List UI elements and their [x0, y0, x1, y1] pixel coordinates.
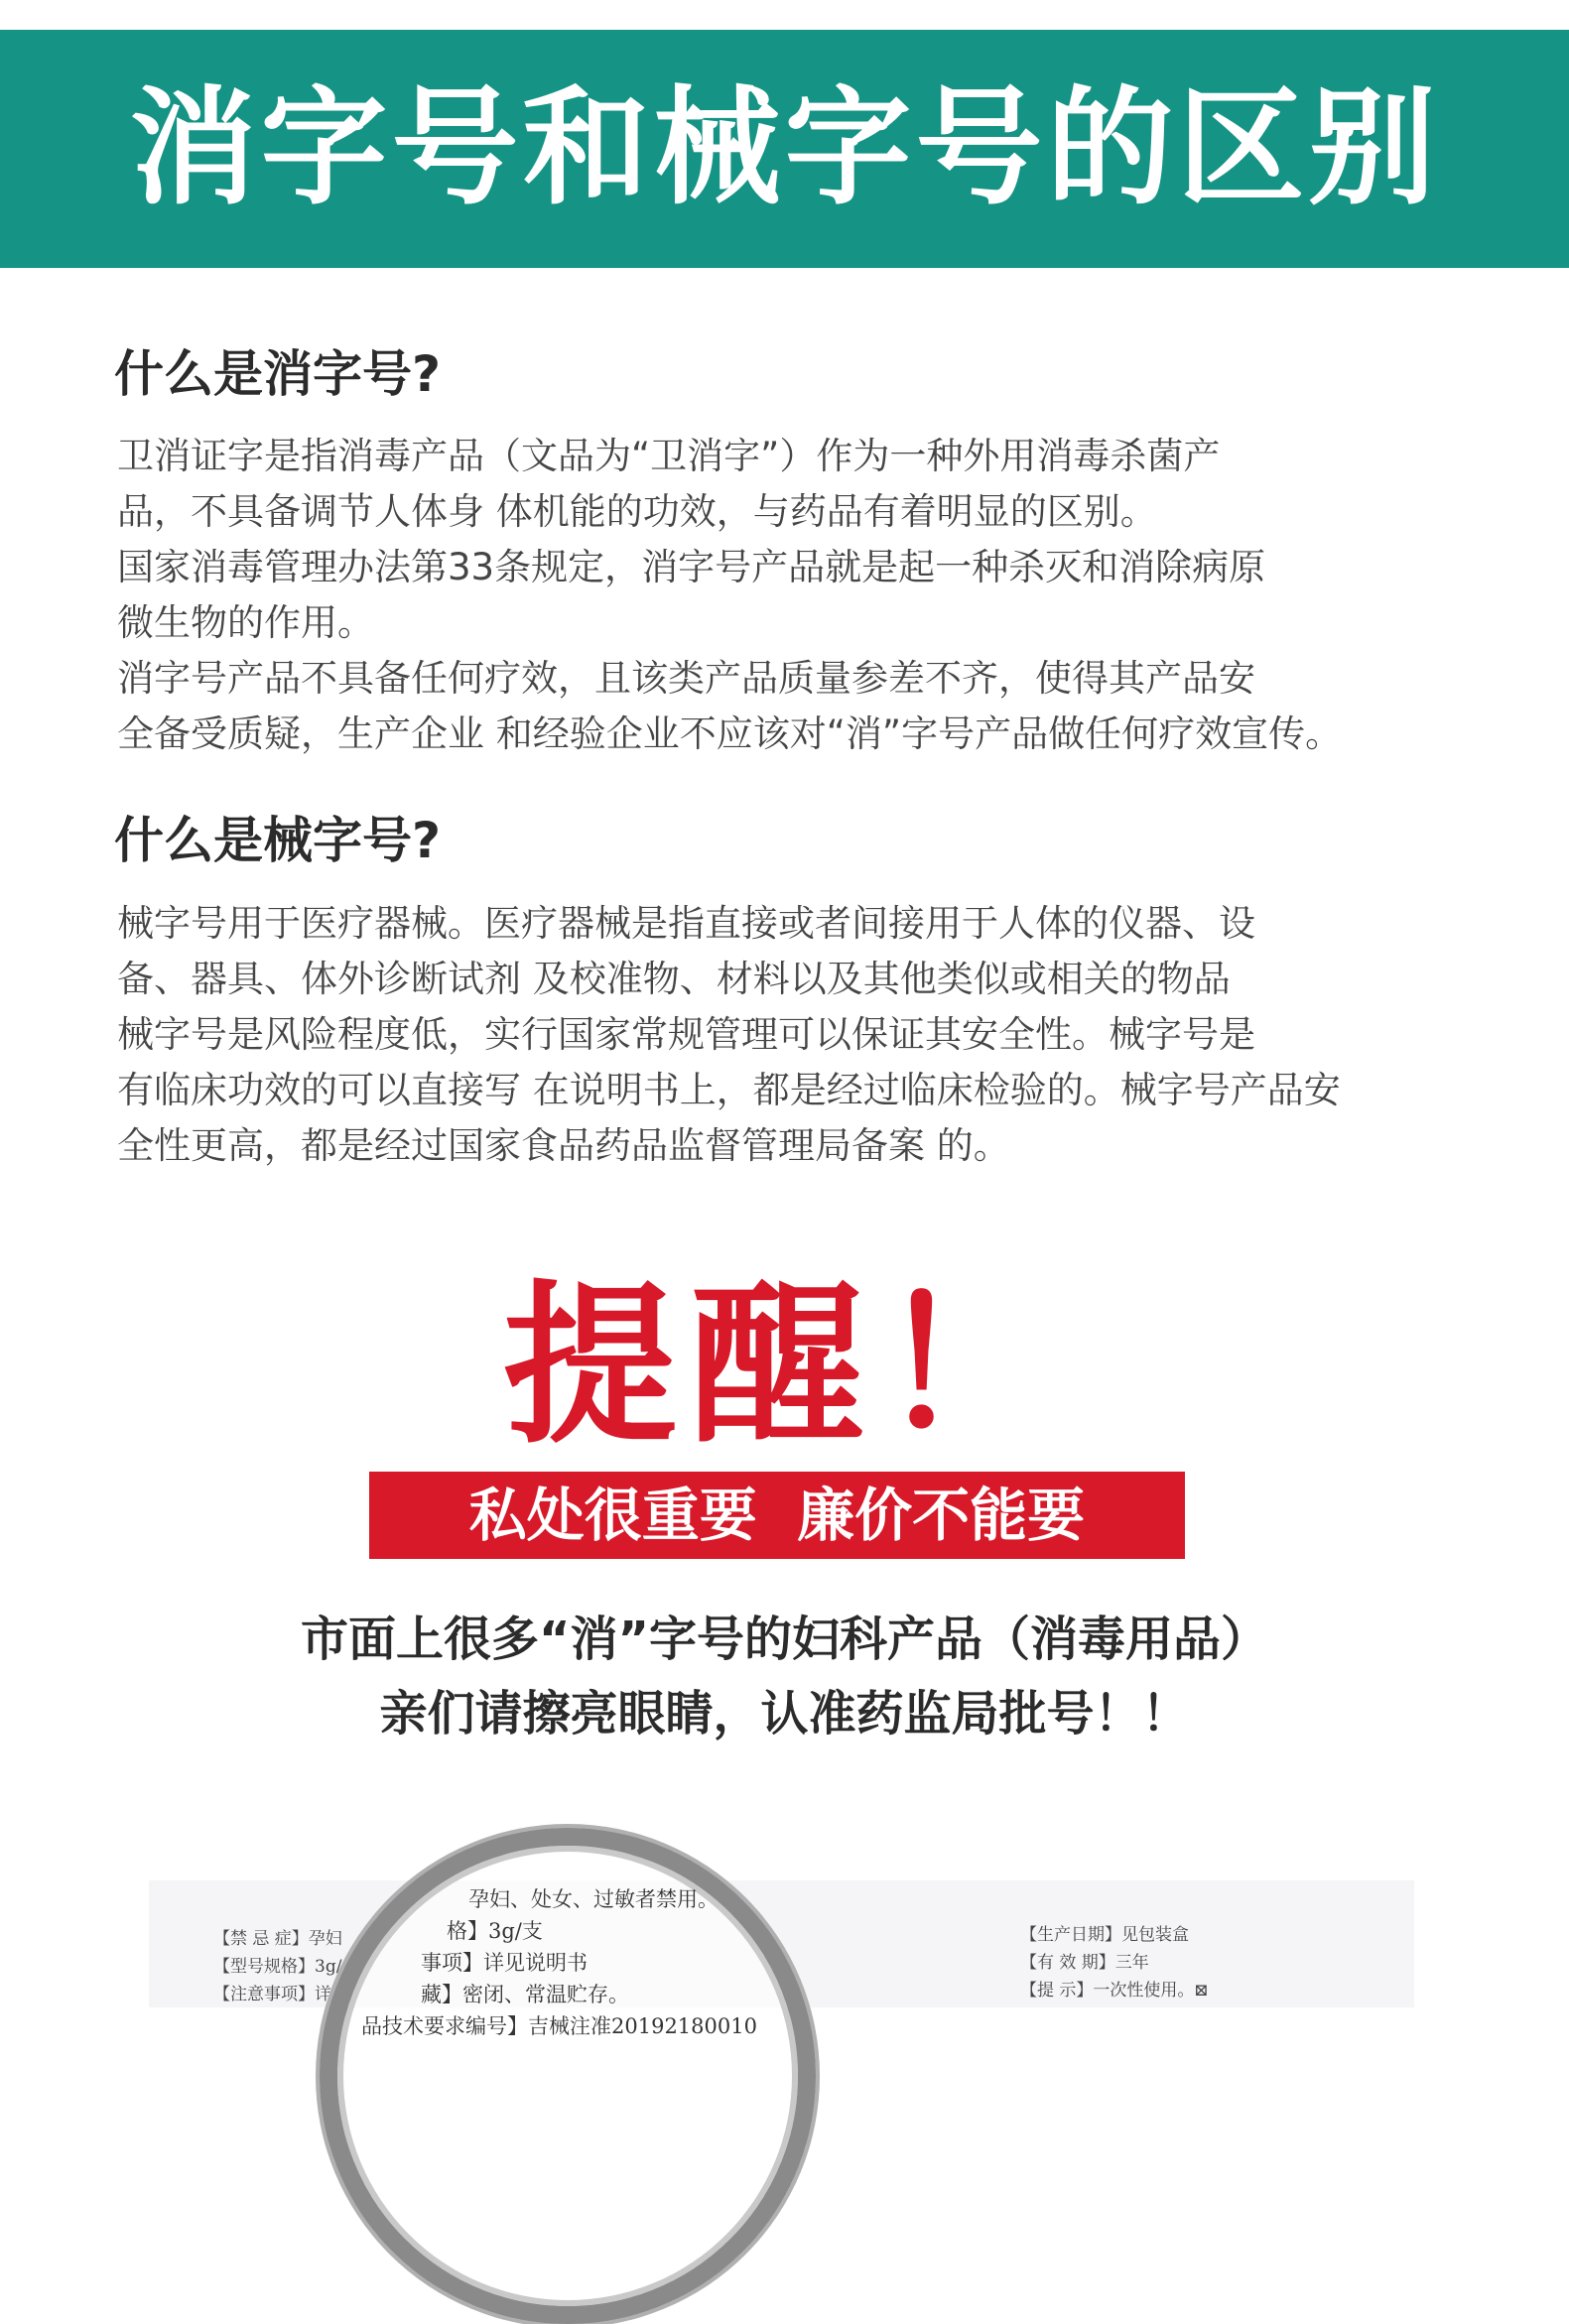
slogan-bar: [369, 1472, 1185, 1559]
label-line: 【有 效 期】三年: [1020, 1953, 1149, 1973]
magnified-line: 孕妇、处女、过敏者禁用。: [468, 1887, 719, 1911]
title-banner: [0, 30, 1569, 268]
magnified-line: 格】3g/支: [447, 1919, 543, 1943]
label-line: 【型号规格】3g/: [213, 1957, 342, 1977]
label-line: 【注意事项】详: [213, 1985, 331, 2004]
paragraph-line: 械字号用于医疗器械。医疗器械是指直接或者间接用于人体的仪器、设: [117, 902, 1255, 945]
slogan-text: 私处很重要 廉价不能要: [468, 1482, 1086, 1549]
notice-line-1: 市面上很多“消”字号的妇科产品（消毒用品）: [300, 1612, 1269, 1667]
magnified-line: 品技术要求编号】吉械注准20192180010: [361, 2014, 757, 2038]
magnifier-lens: [320, 1828, 816, 2324]
paragraph-line: 械字号是风险程度低，实行国家常规管理可以保证其安全性。械字号是: [117, 1013, 1255, 1056]
notice-line-2: 亲们请擦亮眼睛，认准药监局批号！！: [379, 1686, 1190, 1742]
paragraph-line: 有临床功效的可以直接写 在说明书上，都是经过临床检验的。械字号产品安: [117, 1069, 1341, 1111]
paragraph-line: 全备受质疑，生产企业 和经验企业不应该对“消”字号产品做任何疗效宣传。: [117, 712, 1343, 755]
label-line: 【生产日期】见包装盒: [1020, 1925, 1189, 1945]
section-heading-device: 什么是械字号?: [114, 812, 442, 869]
label-line: 【禁 忌 症】孕妇: [213, 1929, 342, 1949]
section-body-device: [117, 896, 1467, 1174]
reminder-title: 提醒！: [503, 1266, 1066, 1468]
paragraph-line: 消字号产品不具备任何疗效，且该类产品质量参差不齐，使得其产品安: [117, 657, 1255, 700]
magnified-line: 藏】密闭、常温贮存。: [421, 1983, 629, 2006]
page-title: 消字号和械字号的区别: [129, 74, 1440, 222]
section-body-disinfection: [117, 429, 1467, 762]
label-line: 【提 示】一次性使用。⊠: [1020, 1981, 1209, 2001]
paragraph-line: 全性更高，都是经过国家食品药品监督管理局备案 的。: [117, 1124, 1010, 1167]
section-heading-disinfection: 什么是消字号?: [114, 345, 442, 403]
paragraph-line: 国家消毒管理办法第33条规定，消字号产品就是起一种杀灭和消除病原: [117, 546, 1266, 588]
magnified-line: 事项】详见说明书: [421, 1951, 588, 1975]
paragraph-line: 备、器具、体外诊断试剂 及校准物、材料以及其他类似或相关的物品: [117, 958, 1231, 1000]
paragraph-line: 品，不具备调节人体身 体机能的功效，与药品有着明显的区别。: [117, 490, 1157, 533]
paragraph-line: 卫消证字是指消毒产品（文品为“卫消字”）作为一种外用消毒杀菌产: [117, 435, 1221, 477]
paragraph-line: 微生物的作用。: [117, 601, 374, 644]
